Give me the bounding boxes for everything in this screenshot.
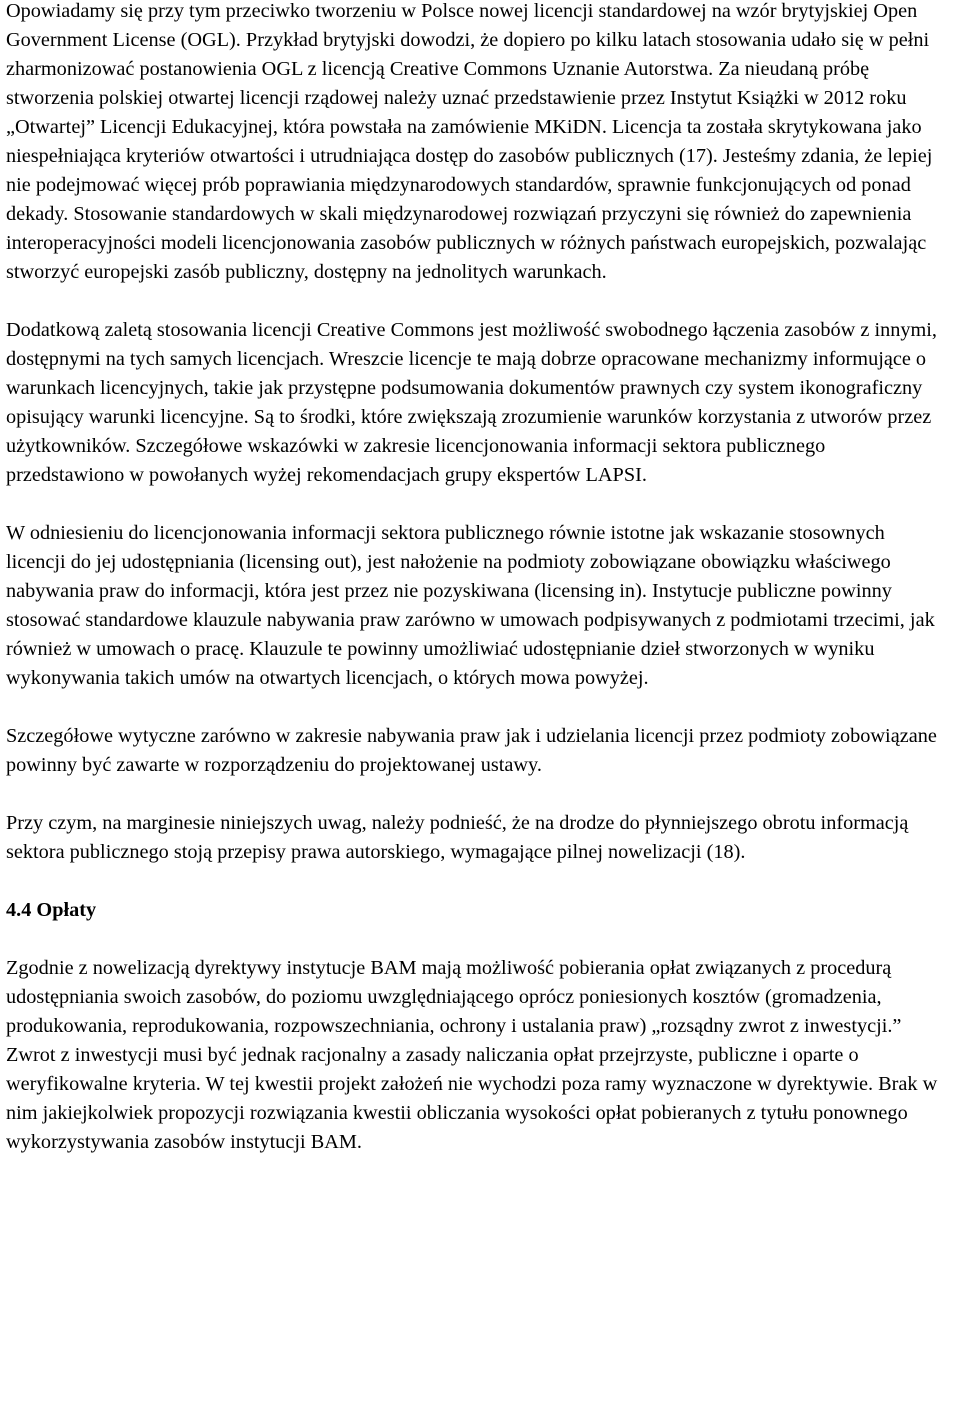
section-heading: 4.4 Opłaty xyxy=(6,899,97,921)
paragraph-fees: Zgodnie z nowelizacją dyrektywy instytucje BAM mają możliwość pobierania opłat związanych z procedurą udostępniania swoich zasobów, do poziomu uwzględniającego oprócz poniesionych kosztów (gromadzenia, produkowania, reprodukowania, rozpowszechniania, ochrony i ustalania praw) „rozsądny zwrot z inwestycji.” Zwrot z inwestycji musi być jednak racjonalny a zasady naliczania opłat przejrzyste, publiczne i oparte o weryfikowalne kryteria. W tej kwestii projekt założeń nie wychodzi poza ramy wyznaczone w dyrektywie. Brak w nim jakiejkolwiek propozycji rozwiązania kwestii obliczania wysokości opłat pobieranych z tytułu ponownego wykorzystywania zasobów instytucji BAM. xyxy=(6,957,938,1153)
paragraph-licensing-in-out: W odniesieniu do licencjonowania informacji sektora publicznego równie istotne jak wskazanie stosownych licencji do jej udostępniania (licensing out), jest nałożenie na podmioty zobowiązane obowiązku właściwego nabywania praw do informacji, która jest przez nie pozyskiwana (licensing in). Instytucje publiczne powinny stosować standardowe klauzule nabywania praw zarówno w umowach podpisywanych z podmiotami trzecimi, jak również w umowach o pracę. Klauzule te powinny umożliwiać udostępnianie dzieł stworzonych w wyniku wykonywania takich umów na otwartych licencjach, o których mowa powyżej. xyxy=(6,522,935,689)
paragraph-copyright-amendment: Przy czym, na marginesie niniejszych uwag, należy podnieść, że na drodze do płynniejszego obrotu informacją sektora publicznego stoją przepisy prawa autorskiego, wymagające pilnej nowelizacji (18). xyxy=(6,812,909,863)
paragraph-detailed-guidelines: Szczegółowe wytyczne zarówno w zakresie nabywania praw jak i udzielania licencji przez podmioty zobowiązane powinny być zawarte w rozporządzeniu do projektowanej ustawy. xyxy=(6,725,937,776)
paragraph-creative-commons-advantages: Dodatkową zaletą stosowania licencji Creative Commons jest możliwość swobodnego łączenia zasobów z innymi, dostępnymi na tych samych licencjach. Wreszcie licencje te mają dobrze opracowane mechanizmy informujące o warunkach licencyjnych, takie jak przystępne podsumowania dokumentów prawnych czy system ikonograficzny opisujący warunki licencyjne. Są to środki, które zwiększają zrozumienie warunków korzystania z utworów przez użytkowników. Szczegółowe wskazówki w zakresie licencjonowania informacji sektora publicznego przedstawiono w powołanych wyżej rekomendacjach grupy ekspertów LAPSI. xyxy=(6,319,937,486)
paragraph-ogl-licensing: Opowiadamy się przy tym przeciwko tworzeniu w Polsce nowej licencji standardowej na wzór brytyjskiej Open Government License (OGL). Przykład brytyjski dowodzi, że dopiero po kilku latach stosowania udało się w pełni zharmonizować postanowienia OGL z licencją Creative Commons Uznanie Autorstwa. Za nieudaną próbę stworzenia polskiej otwartej licencji rządowej należy uznać przedstawienie przez Instytut Książki w 2012 roku „Otwartej” Licencji Edukacyjnej, która powstała na zamówienie MKiDN. Licencja ta została skrytykowana jako niespełniająca kryteriów otwartości i utrudniająca dostęp do zasobów publicznych (17). Jesteśmy zdania, że lepiej nie podejmować więcej prób poprawiania międzynarodowych standardów, sprawnie funkcjonujących od ponad dekady. Stosowanie standardowych w skali międzynarodowej rozwiązań przyczyni się również do zapewnienia interoperacyjności modeli licencjonowania zasobów publicznych w różnych państwach europejskich, pozwalając stworzyć europejski zasób publiczny, dostępny na jednolitych warunkach. xyxy=(6,0,933,283)
